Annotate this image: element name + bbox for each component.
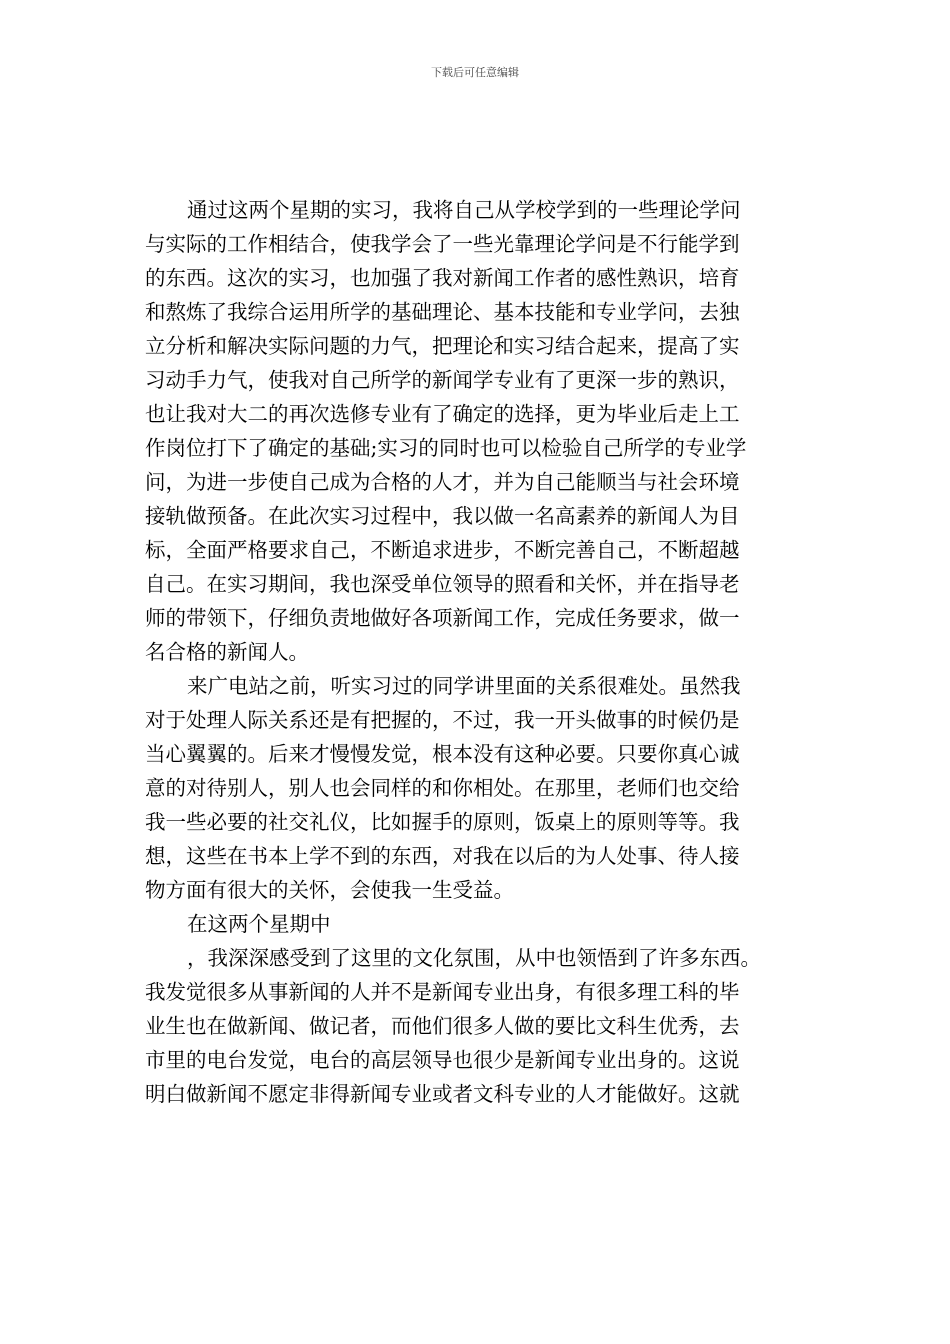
- text-line: 和熬炼了我综合运用所学的基础理论、基本技能和专业学问，去独: [145, 300, 740, 324]
- text-line: 我一些必要的社交礼仪，比如握手的原则，饭桌上的原则等等。我: [145, 810, 740, 834]
- text-line: 我发觉很多从事新闻的人并不是新闻专业出身，有很多理工科的毕: [145, 980, 740, 1004]
- text-line: 市里的电台发觉，电台的高层领导也很少是新闻专业出身的。这说: [145, 1048, 740, 1072]
- text-line: 明白做新闻不愿定非得新闻专业或者文科专业的人才能做好。这就: [145, 1082, 740, 1106]
- text-line: 通过这两个星期的实习，我将自己从学校学到的一些理论学问: [187, 198, 741, 222]
- text-line: 意的对待别人，别人也会同样的和你相处。在那里，老师们也交给: [145, 776, 740, 800]
- text-line: 业生也在做新闻、做记者，而他们很多人做的要比文科生优秀，去: [145, 1014, 740, 1038]
- text-line: 对于处理人际关系还是有把握的，不过，我一开头做事的时候仍是: [145, 708, 740, 732]
- text-line: 标，全面严格要求自己，不断追求进步，不断完善自己，不断超越: [145, 538, 740, 562]
- text-line: 名合格的新闻人。: [145, 640, 309, 664]
- text-line: ，我深深感受到了这里的文化氛围，从中也领悟到了许多东西。: [187, 946, 761, 970]
- text-line: 的东西。这次的实习，也加强了我对新闻工作者的感性熟识，培育: [145, 266, 740, 290]
- body-text: [145, 193, 815, 1111]
- text-line: 立分析和解决实际问题的力气，把理论和实习结合起来，提高了实: [145, 334, 740, 358]
- text-line: 习动手力气，使我对自己所学的新闻学专业有了更深一步的熟识，: [145, 368, 740, 392]
- text-line: 来广电站之前，听实习过的同学讲里面的关系很难处。虽然我: [187, 674, 741, 698]
- text-line: 接轨做预备。在此次实习过程中，我以做一名高素养的新闻人为目: [145, 504, 740, 528]
- text-line: 当心翼翼的。后来才慢慢发觉，根本没有这种必要。只要你真心诚: [145, 742, 740, 766]
- text-line: 问，为进一步使自己成为合格的人才，并为自己能顺当与社会环境: [145, 470, 740, 494]
- text-line: 在这两个星期中: [187, 912, 331, 936]
- page-header: 下载后可任意编辑: [431, 66, 519, 79]
- text-line: 与实际的工作相结合，使我学会了一些光靠理论学问是不行能学到: [145, 232, 740, 256]
- text-line: 物方面有很大的关怀，会使我一生受益。: [145, 878, 514, 902]
- text-line: 想，这些在书本上学不到的东西，对我在以后的为人处事、待人接: [145, 844, 740, 868]
- text-line: 作岗位打下了确定的基础;实习的同时也可以检验自己所学的专业学: [145, 436, 747, 460]
- text-line: 也让我对大二的再次选修专业有了确定的选择，更为毕业后走上工: [145, 402, 740, 426]
- text-line: 师的带领下，仔细负责地做好各项新闻工作，完成任务要求，做一: [145, 606, 740, 630]
- text-line: 自己。在实习期间，我也深受单位领导的照看和关怀，并在指导老: [145, 572, 740, 596]
